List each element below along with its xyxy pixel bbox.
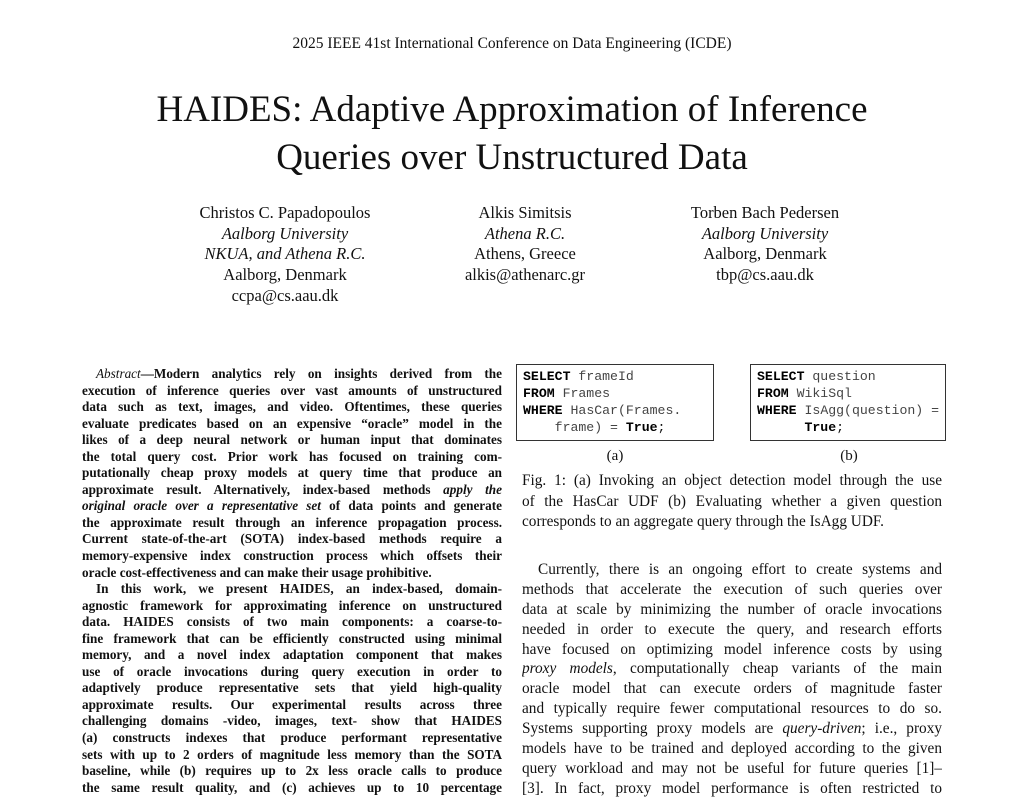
author-block-2 — [410, 203, 640, 286]
body-line: and typically require fewer computational resources to do so. — [522, 700, 942, 718]
abstract-line: fine framework that can be efficiently constructed using minimal — [82, 630, 502, 646]
abstract-line: challenging domains -video, images, text- show that HAIDES — [82, 713, 502, 729]
abstract-line: data. HAIDES consists of two main components: a coarse-to- — [82, 614, 502, 630]
abstract-line: memory-expensive index construction process which offsets their — [82, 548, 502, 564]
author-affiliation: Athena R.C. — [484, 223, 566, 243]
author-location: Athens, Greece — [474, 244, 576, 264]
author-location: Aalborg, Denmark — [703, 244, 827, 264]
author-affiliation-2: NKUA, and Athena R.C. — [204, 244, 366, 264]
abstract-line: In this work, we present HAIDES, an index-based, domain- — [96, 581, 502, 597]
author-affiliation: Aalborg University — [221, 223, 349, 243]
abstract-line: approximate results. Our experimental results across three — [82, 696, 502, 712]
author-email: alkis@athenarc.gr — [464, 265, 586, 285]
abstract-line: execution of inference queries over vast amounts of unstructured — [82, 382, 502, 398]
body-line: have focused on optimizing model inference costs by using — [522, 640, 942, 658]
abstract-line: Abstract—Modern analytics rely on insights derived from the — [96, 366, 502, 381]
abstract-line: evaluate predicates based on an expensive “oracle” model in the — [82, 415, 502, 431]
abstract-line: the total query cost. Prior work has focused on training com- — [82, 448, 502, 464]
body-line: data at scale by minimizing the number of oracle invocations — [522, 600, 942, 618]
author-email: tbp@cs.aau.dk — [716, 265, 814, 285]
abstract-line: likes of a deep neural network or human input that dominates — [82, 432, 502, 448]
abstract-line: adaptively produce representative sets that yield high-quality — [82, 680, 502, 696]
body-line: Currently, there is an ongoing effort to create systems and — [538, 561, 942, 578]
subfigure-label-b: (b) — [840, 448, 858, 464]
author-name: Alkis Simitsis — [478, 203, 572, 222]
title-line-1: HAIDES: Adaptive Approximation of Inference — [156, 89, 868, 130]
abstract-line: use of oracle invocations during query execution in order to — [82, 663, 502, 679]
abstract-line: the approximate result through an inference propagation process. — [82, 514, 502, 530]
abstract-line: original oracle over a representative set of data points and generate — [82, 498, 502, 514]
body-line: proxy models, computationally cheap variants of the main — [522, 660, 942, 678]
author-location: Aalborg, Denmark — [223, 265, 347, 285]
abstract-line: baseline, while (b) requires up to 2x less oracle calls to produce — [82, 763, 502, 779]
intro-paragraph — [522, 560, 942, 799]
abstract-heading: Abstract — [96, 366, 141, 381]
abstract-line: memory, and a novel index adaptation component that makes — [82, 647, 502, 663]
author-name: Torben Bach Pedersen — [690, 203, 840, 222]
body-line: Systems supporting proxy models are query-driven; i.e., proxy — [522, 720, 942, 738]
figure-caption — [522, 471, 942, 533]
author-email: ccpa@cs.aau.dk — [231, 285, 339, 305]
author-affiliation: Aalborg University — [701, 223, 829, 243]
abstract-line: (a) constructs indexes that produce performant representative — [82, 730, 502, 746]
abstract-line: data such as text, images, and video. Oftentimes, these queries — [82, 399, 502, 415]
sql-query-box-a: SELECT frameId FROM Frames WHERE HasCar(Frames. frame) = True; — [516, 364, 714, 441]
abstract-line: sets with up to 2 orders of magnitude less memory than the SOTA — [82, 746, 502, 762]
abstract-line: agnostic framework for approximating inference on unstructured — [82, 597, 502, 613]
caption-line: Fig. 1: (a) Invoking an object detection model through the use — [522, 472, 942, 489]
author-name: Christos C. Papadopoulos — [199, 203, 371, 222]
abstract-line: oracle cost-effectiveness and can make their usage prohibitive. — [82, 564, 432, 580]
author-block-1 — [160, 203, 410, 307]
body-line: models have to be trained and deployed according to the given — [522, 740, 942, 758]
caption-line: of the HasCar UDF (b) Evaluating whether a given question — [522, 492, 942, 510]
abstract-line: Current state-of-the-art (SOTA) index-based methods require a — [82, 531, 502, 547]
body-line: query workload and may not be useful for future queries [1]– — [522, 759, 942, 777]
title-line-2: Queries over Unstructured Data — [276, 137, 748, 178]
conference-header: 2025 IEEE 41st International Conference on Data Engineering (ICDE) — [292, 35, 732, 52]
sql-query-box-b: SELECT question FROM WikiSql WHERE IsAgg(question) = True; — [750, 364, 946, 441]
abstract — [82, 366, 502, 796]
body-line: [3]. In fact, proxy model performance is often restricted to — [522, 779, 942, 797]
body-line: oracle model that can execute orders of magnitude faster — [522, 680, 942, 698]
body-line: needed in order to execute the query, and research efforts — [522, 620, 942, 638]
abstract-line: the same result quality, and (c) achieves up to 10 percentage — [82, 779, 502, 795]
subfigure-label-a: (a) — [606, 448, 624, 464]
author-block-3 — [640, 203, 890, 286]
body-line: methods that accelerate the execution of such queries over — [522, 580, 942, 598]
abstract-line: approximate result. Alternatively, index-based methods apply the — [82, 481, 502, 497]
paper-title — [0, 86, 1024, 182]
abstract-line: putationally cheap proxy models at query time that produce an — [82, 465, 502, 481]
caption-line: corresponds to an aggregate query through the IsAgg UDF. — [522, 513, 884, 530]
